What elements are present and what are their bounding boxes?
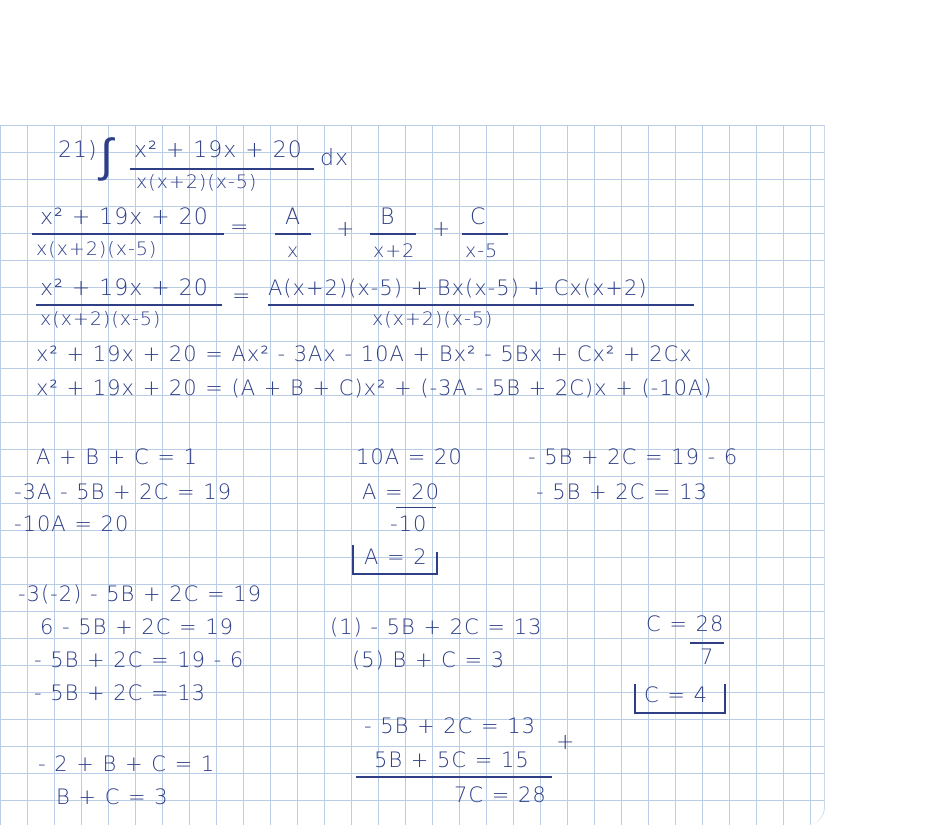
decomp-lhs-bar: [32, 233, 224, 235]
decomp-c-bar: [462, 233, 508, 235]
decomp-b-numerator: B: [380, 205, 396, 230]
combine-equals: =: [232, 284, 252, 309]
a-box-bottom: [352, 573, 438, 575]
decomp-c-denominator: x-5: [465, 240, 499, 262]
right-col-line-2: - 5B + 2C = 13: [536, 480, 709, 504]
solve-a-line-2: A = 20: [362, 480, 441, 504]
right-col-line-1: - 5B + 2C = 19 - 6: [528, 445, 739, 469]
elim-plus: +: [556, 730, 576, 755]
problem-number: 21): [58, 138, 98, 163]
combine-lhs-denominator: x(x+2)(x-5): [40, 308, 162, 330]
sub-line-2: 6 - 5B + 2C = 19: [40, 615, 235, 639]
c-box-right: [724, 684, 726, 714]
decomp-equals: =: [230, 215, 250, 240]
bottom-left-line-2: B + C = 3: [56, 785, 169, 809]
mid-line-2: (5) B + C = 3: [352, 648, 506, 672]
system-eq-2: -3A - 5B + 2C = 19: [14, 480, 232, 504]
decomp-c-numerator: C: [470, 205, 487, 230]
elim-line-1: - 5B + 2C = 13: [364, 714, 537, 738]
decomp-lhs-denominator: x(x+2)(x-5): [36, 238, 158, 260]
expansion-line: x² + 19x + 20 = Ax² - 3Ax - 10A + Bx² - 5Bx + Cx² + 2Cx: [36, 342, 693, 366]
elim-line-2: 5B + 5C = 15: [374, 748, 530, 772]
sub-line-4: - 5B + 2C = 13: [34, 681, 207, 705]
combine-lhs-bar: [36, 304, 222, 306]
combine-rhs-denominator: x(x+2)(x-5): [372, 308, 494, 330]
combine-lhs-numerator: x² + 19x + 20: [40, 276, 209, 301]
combine-rhs-bar: [268, 304, 694, 306]
elim-sum-bar: [356, 776, 552, 778]
integrand-denominator: x(x+2)(x-5): [136, 171, 258, 193]
solve-a-line-1: 10A = 20: [356, 445, 463, 469]
decomp-a-bar: [275, 233, 311, 235]
c-box-left: [634, 684, 636, 714]
a-box-left: [352, 545, 354, 575]
elim-result: 7C = 28: [454, 783, 547, 807]
c-solve-bar: [690, 642, 724, 644]
a-box-right: [436, 552, 438, 575]
integrand-fraction-bar: [130, 168, 314, 170]
differential: dx: [320, 146, 349, 171]
sub-line-1: -3(-2) - 5B + 2C = 19: [18, 582, 262, 606]
solve-a-line-3: -10: [390, 512, 428, 536]
c-solve-denominator: 7: [700, 645, 715, 669]
decomp-lhs-numerator: x² + 19x + 20: [40, 205, 209, 230]
decomp-b-denominator: x+2: [373, 240, 416, 262]
decomp-a-denominator: x: [287, 240, 300, 262]
decomp-a-numerator: A: [285, 205, 302, 230]
c-solve-numerator: C = 28: [646, 612, 725, 636]
decomp-plus-1: +: [336, 217, 356, 242]
solve-a-bar: [396, 507, 436, 508]
solve-a-result: A = 2: [364, 545, 428, 569]
integral-sign: ∫: [100, 128, 114, 182]
decomp-b-bar: [370, 233, 416, 235]
c-box-bottom: [634, 712, 726, 714]
combine-rhs-numerator: A(x+2)(x-5) + Bx(x-5) + Cx(x+2): [268, 276, 648, 300]
integrand-numerator: x² + 19x + 20: [134, 138, 303, 163]
c-solve-result: C = 4: [644, 683, 708, 707]
sub-line-3: - 5B + 2C = 19 - 6: [34, 648, 245, 672]
system-eq-1: A + B + C = 1: [36, 445, 198, 469]
system-eq-3: -10A = 20: [14, 512, 130, 536]
grouped-line: x² + 19x + 20 = (A + B + C)x² + (-3A - 5B + 2C)x + (-10A): [36, 376, 713, 400]
bottom-left-line-1: - 2 + B + C = 1: [38, 752, 216, 776]
decomp-plus-2: +: [432, 217, 452, 242]
mid-line-1: (1) - 5B + 2C = 13: [330, 615, 543, 639]
